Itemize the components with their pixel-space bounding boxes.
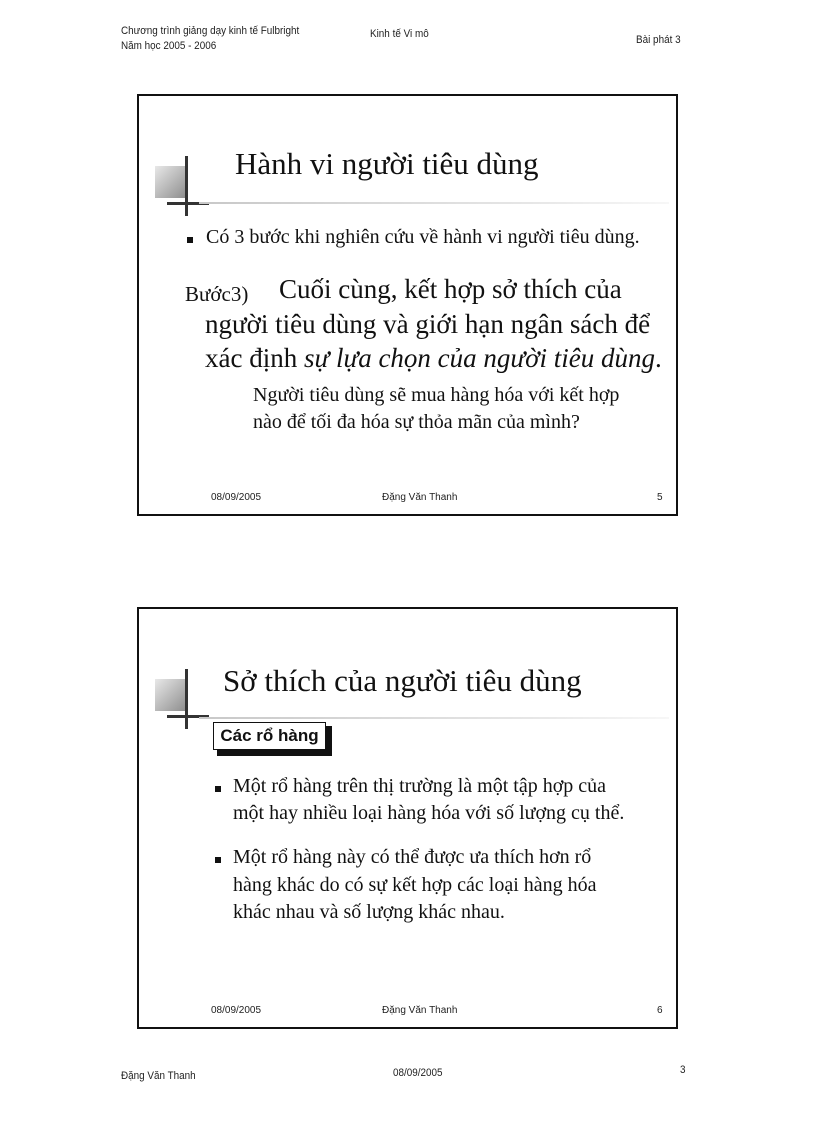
title-rule	[199, 202, 669, 204]
slide-footer-number: 6	[657, 1005, 663, 1016]
section-badge-label: Các rổ hàng	[213, 722, 326, 750]
slide-footer-date: 08/09/2005	[211, 1005, 262, 1016]
bullet-icon	[215, 786, 221, 792]
section-badge	[213, 722, 332, 756]
bullet-1-line-2: một hay nhiều loại hàng hóa với số lượng cụ thể.	[233, 802, 625, 824]
step-line-3-plain: xác định	[205, 343, 304, 373]
slide-6	[137, 607, 678, 1029]
header-year: Năm học 2005 - 2006	[121, 40, 217, 52]
slide-5	[137, 94, 678, 516]
slide-footer-number: 5	[657, 492, 663, 503]
bullet-2-line-1: Một rổ hàng này có thể được ưa thích hơn rổ	[233, 846, 592, 868]
slide-decoration-icon	[149, 669, 209, 729]
header-lecture: Bài phát 3	[636, 34, 681, 46]
step-line-3-italic: sự lựa chọn của người tiêu dùng	[303, 343, 656, 373]
bullet-text: Có 3 bước khi nghiên cứu về hành vi người tiêu dùng.	[206, 226, 640, 248]
question-line-2: nào để tối đa hóa sự thỏa mãn của mình?	[253, 411, 580, 433]
header-program: Chương trình giảng dạy kinh tế Fulbright	[121, 25, 300, 37]
step-line-3	[205, 343, 662, 374]
slide-title: Sở thích của người tiêu dùng	[223, 663, 582, 698]
slide-footer-date: 08/09/2005	[211, 492, 262, 503]
slide-decoration-icon	[149, 156, 209, 216]
slide-footer-author: Đặng Văn Thanh	[382, 1005, 458, 1016]
page-number: 3	[680, 1064, 686, 1076]
page-footer-author: Đặng Văn Thanh	[121, 1070, 196, 1082]
page-footer-date: 08/09/2005	[393, 1067, 443, 1079]
slide-title: Hành vi người tiêu dùng	[235, 146, 539, 181]
bullet-2-line-3: khác nhau và số lượng khác nhau.	[233, 901, 505, 923]
step-line-1: Cuối cùng, kết hợp sở thích của	[279, 274, 622, 304]
header-course: Kinh tế Vi mô	[370, 28, 429, 40]
step-label: Bước3)	[185, 282, 249, 306]
question-line-1: Người tiêu dùng sẽ mua hàng hóa với kết hợp	[253, 384, 620, 406]
bullet-2-line-2: hàng khác do có sự kết hợp các loại hàng hóa	[233, 874, 597, 896]
step-line-2: người tiêu dùng và giới hạn ngân sách để	[205, 309, 651, 339]
bullet-1-line-1: Một rổ hàng trên thị trường là một tập hợp của	[233, 775, 607, 797]
bullet-icon	[215, 857, 221, 863]
bullet-icon	[187, 237, 193, 243]
slide-footer-author: Đặng Văn Thanh	[382, 492, 458, 503]
step-line-3-end: .	[655, 343, 662, 373]
title-rule	[199, 717, 669, 719]
